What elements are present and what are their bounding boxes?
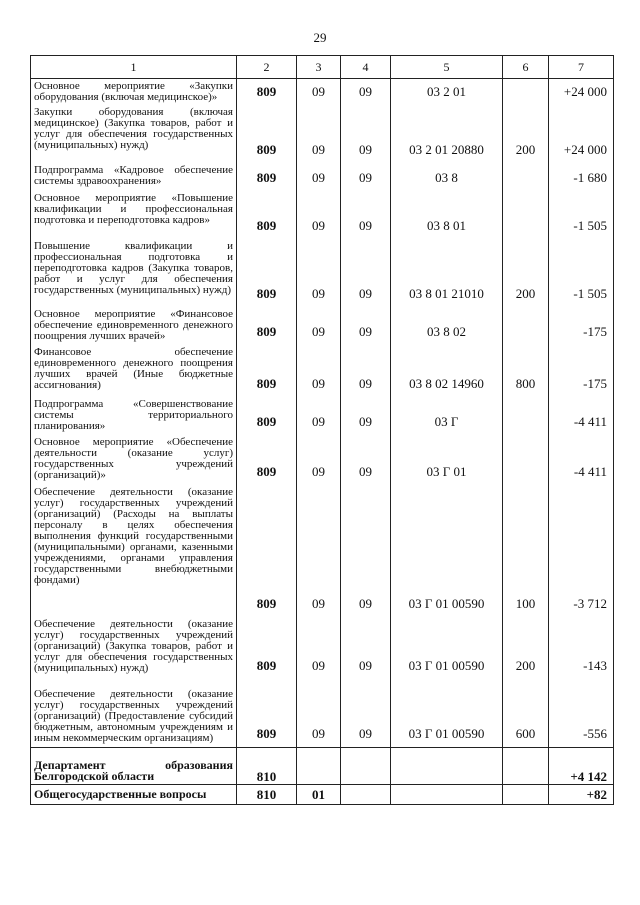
- header-row: [31, 56, 614, 79]
- table-row: [31, 105, 614, 163]
- row-razdel: 09: [297, 105, 341, 163]
- row-podrazdel: 09: [341, 191, 391, 239]
- row-vr: [503, 163, 549, 191]
- row-name: Подпрограмма «Кадровое обеспечение системы здравоохранения»: [31, 163, 237, 191]
- row-admin: 809: [237, 345, 297, 397]
- row-sum: -175: [549, 345, 614, 397]
- col-header-7: 7: [549, 56, 614, 79]
- row-csr: 03 2 01 20880: [391, 105, 503, 163]
- row-razdel: 09: [297, 679, 341, 747]
- row-podrazdel: 09: [341, 679, 391, 747]
- row-sum: +24 000: [549, 105, 614, 163]
- row-name: Общегосударственные вопросы: [31, 784, 237, 804]
- row-vr: 200: [503, 239, 549, 307]
- table-row: [31, 307, 614, 345]
- row-admin: 809: [237, 485, 297, 617]
- col-header-2: 2: [237, 56, 297, 79]
- row-vr: 200: [503, 617, 549, 679]
- row-razdel: 09: [297, 239, 341, 307]
- row-admin: 809: [237, 163, 297, 191]
- table-row: [31, 784, 614, 804]
- row-admin: 809: [237, 679, 297, 747]
- table-row: [31, 397, 614, 435]
- row-csr: [391, 747, 503, 784]
- row-csr: 03 Г 01 00590: [391, 485, 503, 617]
- row-sum: +4 142: [549, 747, 614, 784]
- row-vr: 100: [503, 485, 549, 617]
- row-vr: 800: [503, 345, 549, 397]
- table-row: [31, 617, 614, 679]
- row-sum: +82: [549, 784, 614, 804]
- row-csr: 03 Г: [391, 397, 503, 435]
- row-admin: 809: [237, 79, 297, 106]
- row-admin: 810: [237, 747, 297, 784]
- row-admin: 809: [237, 191, 297, 239]
- row-podrazdel: 09: [341, 307, 391, 345]
- row-vr: [503, 435, 549, 485]
- row-sum: -143: [549, 617, 614, 679]
- row-name: Основное мероприятие «Финансовое обеспечение единовременного денежного поощрения лучших врачей»: [31, 307, 237, 345]
- row-csr: 03 8 02: [391, 307, 503, 345]
- table-row: [31, 239, 614, 307]
- table-row: [31, 679, 614, 747]
- row-sum: -556: [549, 679, 614, 747]
- row-name: Основное мероприятие «Обеспечение деятельности (оказание услуг) государственных учреждений (организаций)»: [31, 435, 237, 485]
- row-sum: -1 680: [549, 163, 614, 191]
- row-razdel: 09: [297, 397, 341, 435]
- row-sum: -4 411: [549, 435, 614, 485]
- row-vr: [503, 79, 549, 106]
- table-row: [31, 485, 614, 617]
- row-razdel: 09: [297, 345, 341, 397]
- row-vr: 200: [503, 105, 549, 163]
- row-podrazdel: 09: [341, 163, 391, 191]
- row-csr: 03 2 01: [391, 79, 503, 106]
- row-podrazdel: 09: [341, 239, 391, 307]
- table-row: [31, 747, 614, 784]
- row-name: Обеспечение деятельности (оказание услуг) государственных учреждений (организаций) (Предоставление субсидий бюджетным, автономным учреждениям и иным некоммерческим организациям): [31, 679, 237, 747]
- row-admin: 809: [237, 435, 297, 485]
- col-header-3: 3: [297, 56, 341, 79]
- row-vr: [503, 191, 549, 239]
- row-csr: [391, 784, 503, 804]
- col-header-1: 1: [31, 56, 237, 79]
- row-sum: -4 411: [549, 397, 614, 435]
- row-razdel: 09: [297, 307, 341, 345]
- row-csr: 03 8 01: [391, 191, 503, 239]
- row-podrazdel: 09: [341, 435, 391, 485]
- row-podrazdel: 09: [341, 345, 391, 397]
- row-razdel: 09: [297, 435, 341, 485]
- row-sum: -1 505: [549, 191, 614, 239]
- col-header-5: 5: [391, 56, 503, 79]
- table-row: [31, 435, 614, 485]
- row-name: Обеспечение деятельности (оказание услуг) государственных учреждений (организаций) (Закупка товаров, работ и услуг для обеспечения государственных (муниципальных) нужд): [31, 617, 237, 679]
- row-name: Подпрограмма «Совершенствование системы территориального планирования»: [31, 397, 237, 435]
- row-vr: 600: [503, 679, 549, 747]
- row-podrazdel: 09: [341, 617, 391, 679]
- row-name: Основное мероприятие «Закупки оборудования (включая медицинское)»: [31, 79, 237, 106]
- budget-table: [30, 55, 614, 805]
- row-razdel: 01: [297, 784, 341, 804]
- row-podrazdel: 09: [341, 397, 391, 435]
- row-admin: 810: [237, 784, 297, 804]
- row-podrazdel: [341, 747, 391, 784]
- row-name: Основное мероприятие «Повышение квалификации и профессиональная подготовка и переподготовка кадров»: [31, 191, 237, 239]
- table-row: [31, 345, 614, 397]
- row-podrazdel: 09: [341, 79, 391, 106]
- row-admin: 809: [237, 617, 297, 679]
- row-sum: -3 712: [549, 485, 614, 617]
- row-razdel: 09: [297, 163, 341, 191]
- row-vr: [503, 397, 549, 435]
- row-sum: +24 000: [549, 79, 614, 106]
- row-podrazdel: 09: [341, 485, 391, 617]
- row-csr: 03 8 01 21010: [391, 239, 503, 307]
- row-sum: -1 505: [549, 239, 614, 307]
- table-row: [31, 79, 614, 106]
- table-row: [31, 163, 614, 191]
- row-vr: [503, 784, 549, 804]
- row-razdel: 09: [297, 79, 341, 106]
- row-name: Закупки оборудования (включая медицинское) (Закупка товаров, работ и услуг для обеспечения государственных (муниципальных) нужд): [31, 105, 237, 163]
- row-name: Финансовое обеспечение единовременного денежного поощрения лучших врачей (Иные бюджетные ассигнования): [31, 345, 237, 397]
- row-admin: 809: [237, 239, 297, 307]
- row-admin: 809: [237, 105, 297, 163]
- page-number: 29: [313, 30, 327, 45]
- col-header-6: 6: [503, 56, 549, 79]
- row-admin: 809: [237, 397, 297, 435]
- row-vr: [503, 747, 549, 784]
- row-csr: 03 8: [391, 163, 503, 191]
- row-csr: 03 Г 01: [391, 435, 503, 485]
- row-name: Департамент образования Белгородской области: [31, 747, 237, 784]
- row-admin: 809: [237, 307, 297, 345]
- row-podrazdel: [341, 784, 391, 804]
- row-sum: -175: [549, 307, 614, 345]
- row-vr: [503, 307, 549, 345]
- table-row: [31, 191, 614, 239]
- row-csr: 03 Г 01 00590: [391, 679, 503, 747]
- col-header-4: 4: [341, 56, 391, 79]
- row-razdel: 09: [297, 191, 341, 239]
- row-razdel: [297, 747, 341, 784]
- row-podrazdel: 09: [341, 105, 391, 163]
- row-name: Обеспечение деятельности (оказание услуг) государственных учреждений (организаций) (Расходы на выплаты персоналу в целях обеспечения выполнения функций государственными (муниципальными) органами, казенными учреждениями, органами управления государственными внебюджетными фондами): [31, 485, 237, 617]
- row-razdel: 09: [297, 617, 341, 679]
- row-csr: 03 Г 01 00590: [391, 617, 503, 679]
- row-name: Повышение квалификации и профессиональная подготовка и переподготовка кадров (Закупка товаров, работ и услуг для обеспечения государственных (муниципальных) нужд): [31, 239, 237, 307]
- row-razdel: 09: [297, 485, 341, 617]
- row-csr: 03 8 02 14960: [391, 345, 503, 397]
